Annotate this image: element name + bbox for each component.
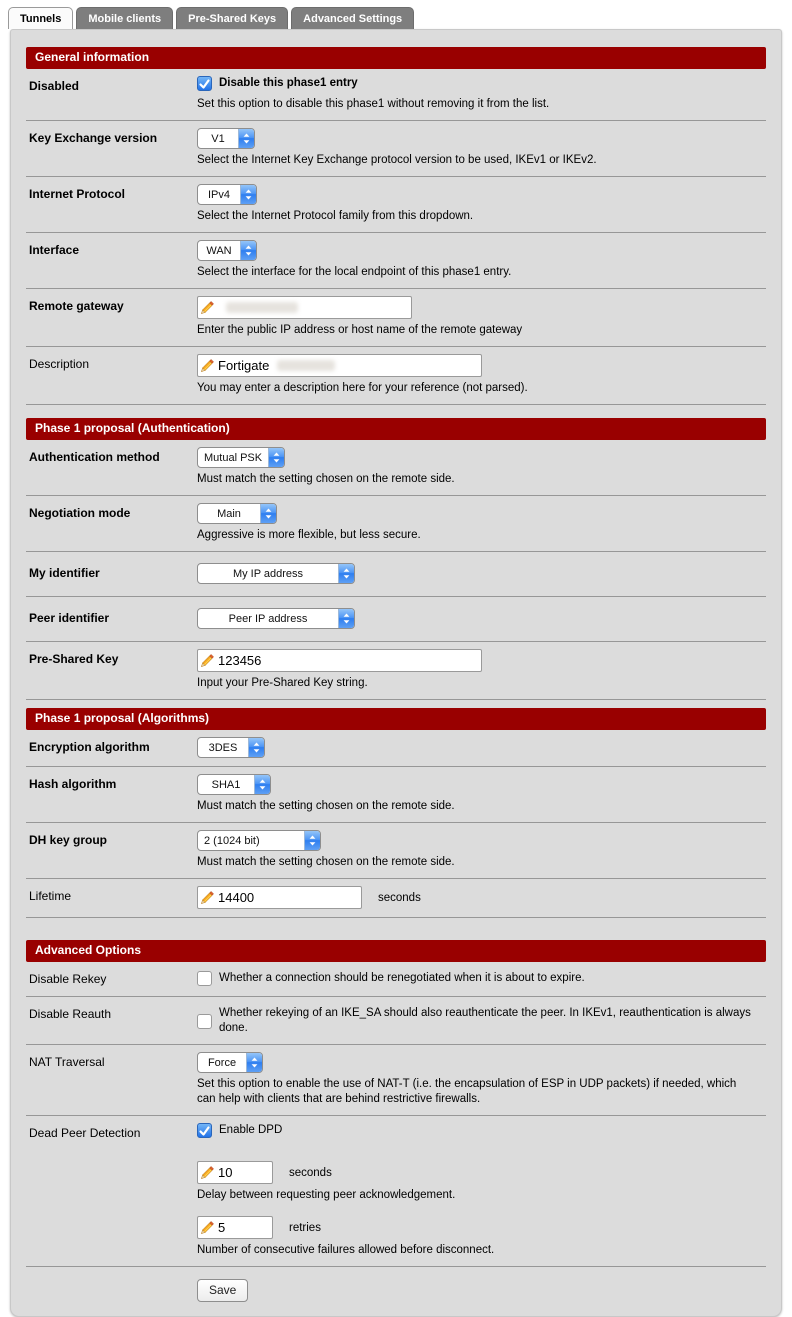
select-arrows-icon	[338, 564, 354, 583]
form-row	[26, 552, 766, 597]
help-text: Enter the public IP address or host name of the remote gateway	[197, 324, 523, 336]
dpd-retries-input[interactable]	[197, 1216, 273, 1239]
field-label: Description	[29, 357, 90, 371]
select-arrows-icon	[338, 609, 354, 628]
pencil-icon	[200, 358, 215, 373]
description-input[interactable]	[197, 354, 482, 377]
select-arrows-icon	[240, 241, 256, 260]
form-row	[26, 879, 766, 918]
nat-traversal-select[interactable]	[197, 1052, 263, 1073]
settings-panel	[10, 29, 782, 1317]
check-icon	[198, 1124, 211, 1137]
field-label: Disable Rekey	[29, 972, 107, 986]
form-row	[26, 177, 766, 233]
form-row	[26, 997, 766, 1045]
help-text: You may enter a description here for your reference (not parsed).	[197, 382, 528, 394]
field-label: Interface	[29, 243, 80, 257]
field-label: Lifetime	[29, 889, 72, 903]
form-row	[26, 121, 766, 177]
form-row	[26, 440, 766, 496]
checkbox-label: Whether rekeying of an IKE_SA should also reauthenticate the peer. In IKEv1, reauthentication is always done.	[219, 1007, 751, 1034]
select-arrows-icon	[254, 775, 270, 794]
tab-advanced-settings[interactable]: Advanced Settings	[291, 7, 414, 29]
section-header-authentication: Phase 1 proposal (Authentication)	[26, 418, 766, 440]
pencil-icon	[200, 1220, 215, 1235]
form-row	[26, 962, 766, 997]
select-value: Mutual PSK	[204, 451, 263, 464]
select-value: WAN	[206, 244, 232, 257]
disable-rekey-checkbox[interactable]	[197, 971, 212, 986]
form-row	[26, 289, 766, 347]
hash-algorithm-select[interactable]	[197, 774, 271, 795]
help-text: Set this option to disable this phase1 without removing it from the list.	[197, 98, 550, 110]
unit-label: retries	[289, 1221, 321, 1234]
save-button[interactable]: Save	[197, 1279, 248, 1302]
help-text: Aggressive is more flexible, but less secure.	[197, 529, 421, 541]
help-text: Set this option to enable the use of NAT-T (i.e. the encapsulation of ESP in UDP packets) if needed, which can help with clients that are behind restrictive firewalls.	[197, 1078, 737, 1105]
field-label: Authentication method	[29, 450, 160, 464]
form-row	[26, 233, 766, 289]
field-label: DH key group	[29, 833, 108, 847]
select-arrows-icon	[268, 448, 284, 467]
field-label: Peer identifier	[29, 611, 110, 625]
key-exchange-select[interactable]	[197, 128, 255, 149]
field-label: Negotiation mode	[29, 506, 131, 520]
negotiation-mode-select[interactable]	[197, 503, 277, 524]
select-value: SHA1	[211, 778, 241, 791]
select-value: Force	[207, 1056, 237, 1069]
select-arrows-icon	[248, 738, 264, 757]
section-header-algorithms: Phase 1 proposal (Algorithms)	[26, 708, 766, 730]
dpd-delay-input[interactable]	[197, 1161, 273, 1184]
unit-label: seconds	[289, 1166, 332, 1179]
help-text: Number of consecutive failures allowed before disconnect.	[197, 1244, 495, 1256]
field-label: Dead Peer Detection	[29, 1126, 141, 1140]
field-label: NAT Traversal	[29, 1055, 105, 1069]
form-row	[26, 642, 766, 700]
remote-gateway-input[interactable]	[197, 296, 412, 319]
interface-select[interactable]	[197, 240, 257, 261]
field-label: Internet Protocol	[29, 187, 126, 201]
dh-key-group-select[interactable]	[197, 830, 321, 851]
form-row	[26, 496, 766, 552]
select-value: My IP address	[232, 567, 304, 580]
field-label: Key Exchange version	[29, 131, 158, 145]
select-value: V1	[211, 132, 225, 145]
unit-label: seconds	[378, 891, 421, 904]
form-row	[26, 597, 766, 642]
help-text: Select the interface for the local endpoint of this phase1 entry.	[197, 266, 512, 278]
select-arrows-icon	[246, 1053, 262, 1072]
field-label: My identifier	[29, 566, 100, 580]
my-identifier-select[interactable]	[197, 563, 355, 584]
select-arrows-icon	[238, 129, 254, 148]
tab-pre-shared-keys[interactable]: Pre-Shared Keys	[176, 7, 288, 29]
field-label: Disable Reauth	[29, 1007, 112, 1021]
checkbox-label: Disable this phase1 entry	[219, 77, 358, 89]
redacted-value	[226, 302, 298, 313]
field-label: Pre-Shared Key	[29, 652, 119, 666]
save-row	[26, 1267, 766, 1302]
pre-shared-key-input[interactable]	[197, 649, 482, 672]
tab-mobile-clients[interactable]: Mobile clients	[76, 7, 173, 29]
internet-protocol-select[interactable]	[197, 184, 257, 205]
pencil-icon	[200, 1165, 215, 1180]
pencil-icon	[200, 300, 215, 315]
select-arrows-icon	[260, 504, 276, 523]
checkbox-label: Whether a connection should be renegotiated when it is about to expire.	[219, 972, 585, 984]
select-arrows-icon	[240, 185, 256, 204]
field-label: Remote gateway	[29, 299, 124, 313]
form-row	[26, 823, 766, 879]
help-text: Must match the setting chosen on the remote side.	[197, 800, 455, 812]
help-text: Select the Internet Key Exchange protocol version to be used, IKEv1 or IKEv2.	[197, 154, 597, 166]
form-row	[26, 767, 766, 823]
field-label: Encryption algorithm	[29, 740, 150, 754]
input-value: 123456	[218, 653, 262, 668]
pencil-icon	[200, 890, 215, 905]
help-text: Delay between requesting peer acknowledgement.	[197, 1189, 456, 1201]
check-icon	[198, 77, 211, 90]
select-value: Main	[217, 507, 241, 520]
disable-reauth-checkbox[interactable]	[197, 1014, 212, 1029]
form-row	[26, 1045, 766, 1116]
form-row	[26, 1116, 766, 1267]
tab-bar	[0, 0, 792, 29]
input-value: 14400	[218, 890, 255, 905]
pencil-icon	[200, 653, 215, 668]
help-text: Select the Internet Protocol family from this dropdown.	[197, 210, 474, 222]
input-value: 5	[218, 1220, 226, 1235]
lifetime-input[interactable]	[197, 886, 362, 909]
field-label: Hash algorithm	[29, 777, 117, 791]
help-text: Must match the setting chosen on the remote side.	[197, 473, 455, 485]
select-value: IPv4	[207, 188, 230, 201]
section-header-advanced: Advanced Options	[26, 940, 766, 962]
checkbox-label: Enable DPD	[219, 1124, 283, 1136]
tab-tunnels[interactable]: Tunnels	[8, 7, 73, 29]
input-value: 10	[218, 1165, 233, 1180]
select-value: 2 (1024 bit)	[204, 834, 260, 847]
input-value: Fortigate	[218, 358, 270, 373]
form-row	[26, 347, 766, 405]
auth-method-select[interactable]	[197, 447, 285, 468]
select-arrows-icon	[304, 831, 320, 850]
select-value: 3DES	[208, 741, 238, 754]
select-value: Peer IP address	[228, 612, 308, 625]
peer-identifier-select[interactable]	[197, 608, 355, 629]
disabled-checkbox[interactable]	[197, 76, 212, 91]
help-text: Input your Pre-Shared Key string.	[197, 677, 368, 689]
help-text: Must match the setting chosen on the remote side.	[197, 856, 455, 868]
redacted-value	[277, 360, 335, 371]
field-label: Disabled	[29, 79, 80, 93]
form-row	[26, 69, 766, 121]
encryption-algorithm-select[interactable]	[197, 737, 265, 758]
form-row	[26, 730, 766, 767]
enable-dpd-checkbox[interactable]	[197, 1123, 212, 1138]
save-row-spacer	[29, 1279, 197, 1302]
section-header-general: General information	[26, 47, 766, 69]
